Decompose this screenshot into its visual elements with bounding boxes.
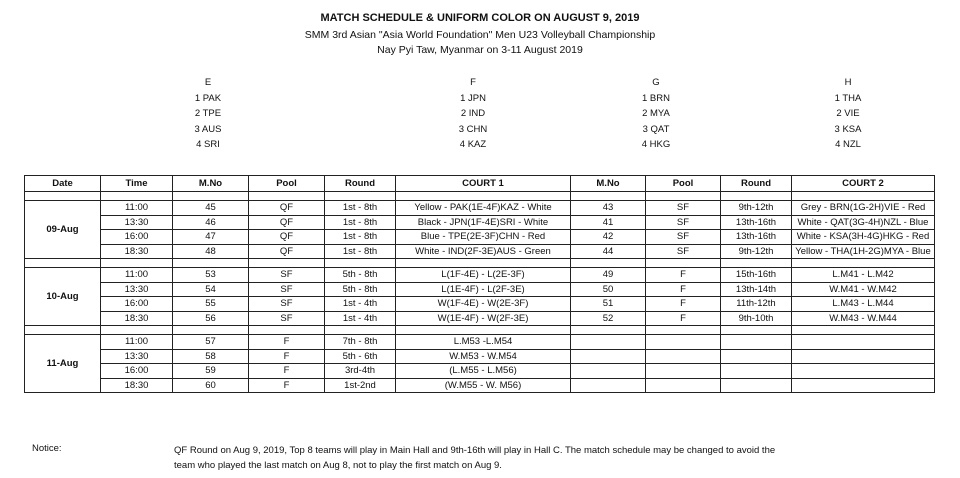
- spacer-cell: [249, 326, 325, 335]
- column-header: Round: [325, 176, 396, 192]
- table-cell: 53: [173, 268, 249, 283]
- column-header: Round: [721, 176, 792, 192]
- table-cell: F: [249, 335, 325, 350]
- date-cell: 11-Aug: [25, 335, 101, 393]
- table-row: [25, 244, 935, 259]
- table-cell: L(1E-4F) - L(2F-3E): [396, 282, 571, 297]
- schedule-body: [25, 192, 935, 393]
- table-cell: 59: [173, 364, 249, 379]
- table-cell: Yellow - THA(1H-2G)MYA - Blue: [792, 244, 935, 259]
- spacer-cell: [249, 192, 325, 201]
- column-header: M.No: [173, 176, 249, 192]
- table-cell: W(1E-4F) - W(2F-3E): [396, 311, 571, 326]
- table-cell: [646, 335, 721, 350]
- table-cell: 48: [173, 244, 249, 259]
- pool-name: F: [470, 77, 476, 88]
- table-cell: L.M53 -L.M54: [396, 335, 571, 350]
- table-cell: F: [646, 311, 721, 326]
- spacer-cell: [101, 192, 173, 201]
- pool-team: 4 KAZ: [459, 139, 487, 150]
- table-cell: 16:00: [101, 230, 173, 245]
- table-cell: 7th - 8th: [325, 335, 396, 350]
- table-cell: F: [646, 282, 721, 297]
- table-cell: 1st - 8th: [325, 215, 396, 230]
- table-cell: L.M43 - L.M44: [792, 297, 935, 312]
- day-spacer-row: [25, 192, 935, 201]
- table-row: [25, 230, 935, 245]
- pool-name: G: [652, 77, 660, 88]
- table-row: [25, 335, 935, 350]
- table-cell: 1st - 8th: [325, 230, 396, 245]
- table-cell: 13:30: [101, 282, 173, 297]
- table-cell: 49: [571, 268, 646, 283]
- table-cell: Yellow - PAK(1E-4F)KAZ - White: [396, 201, 571, 216]
- pool-team: 2 MYA: [642, 108, 670, 119]
- table-cell: 11:00: [101, 201, 173, 216]
- table-cell: 1st-2nd: [325, 378, 396, 393]
- table-cell: 9th-10th: [721, 311, 792, 326]
- spacer-cell: [396, 326, 571, 335]
- spacer-cell: [792, 192, 935, 201]
- spacer-cell: [396, 259, 571, 268]
- day-spacer-row: [25, 326, 935, 335]
- table-row: [25, 311, 935, 326]
- spacer-cell: [25, 259, 101, 268]
- column-header: Pool: [249, 176, 325, 192]
- date-cell: 09-Aug: [25, 201, 101, 259]
- table-cell: [646, 349, 721, 364]
- spacer-cell: [325, 192, 396, 201]
- table-cell: 5th - 8th: [325, 268, 396, 283]
- table-cell: [792, 378, 935, 393]
- table-cell: Grey - BRN(1G-2H)VIE - Red: [792, 201, 935, 216]
- table-cell: 55: [173, 297, 249, 312]
- table-cell: 45: [173, 201, 249, 216]
- table-cell: 9th-12th: [721, 244, 792, 259]
- spacer-cell: [721, 259, 792, 268]
- spacer-cell: [792, 259, 935, 268]
- table-cell: 18:30: [101, 378, 173, 393]
- table-cell: [721, 378, 792, 393]
- spacer-cell: [396, 192, 571, 201]
- column-header: COURT 2: [792, 176, 935, 192]
- table-cell: [792, 364, 935, 379]
- column-header: Date: [25, 176, 101, 192]
- document-location: Nay Pyi Taw, Myanmar on 3-11 August 2019: [377, 44, 583, 56]
- spacer-cell: [792, 326, 935, 335]
- pool-team: 2 IND: [460, 108, 486, 119]
- spacer-cell: [721, 326, 792, 335]
- table-cell: [571, 364, 646, 379]
- table-cell: 11th-12th: [721, 297, 792, 312]
- table-cell: 42: [571, 230, 646, 245]
- table-cell: Black - JPN(1F-4E)SRI - White: [396, 215, 571, 230]
- table-cell: White - KSA(3H-4G)HKG - Red: [792, 230, 935, 245]
- table-cell: QF: [249, 244, 325, 259]
- table-cell: [571, 349, 646, 364]
- table-header-row: [25, 176, 935, 192]
- table-cell: [721, 364, 792, 379]
- table-cell: F: [646, 297, 721, 312]
- table-cell: 9th-12th: [721, 201, 792, 216]
- table-cell: F: [249, 364, 325, 379]
- table-row: [25, 215, 935, 230]
- pool-g: [616, 75, 696, 153]
- table-cell: 16:00: [101, 297, 173, 312]
- table-cell: Blue - TPE(2E-3F)CHN - Red: [396, 230, 571, 245]
- table-cell: 1st - 8th: [325, 244, 396, 259]
- table-cell: 1st - 4th: [325, 311, 396, 326]
- pool-team: 3 CHN: [458, 123, 488, 135]
- table-row: [25, 364, 935, 379]
- document-subtitle: SMM 3rd Asian "Asia World Foundation" Men U23 Volleyball Championship: [304, 29, 656, 41]
- document-title: MATCH SCHEDULE & UNIFORM COLOR ON AUGUST 9, 2019: [320, 12, 640, 24]
- spacer-cell: [249, 259, 325, 268]
- notice-label: Notice:: [32, 443, 62, 454]
- pool-e: [168, 75, 248, 153]
- table-cell: 60: [173, 378, 249, 393]
- table-row: [25, 201, 935, 216]
- spacer-cell: [646, 192, 721, 201]
- table-cell: 18:30: [101, 244, 173, 259]
- table-row: [25, 349, 935, 364]
- table-cell: SF: [646, 244, 721, 259]
- table-cell: 13th-16th: [721, 215, 792, 230]
- table-cell: W.M53 - W.M54: [396, 349, 571, 364]
- column-header: COURT 1: [396, 176, 571, 192]
- table-cell: [721, 335, 792, 350]
- table-cell: F: [249, 378, 325, 393]
- table-cell: 5th - 6th: [325, 349, 396, 364]
- table-cell: F: [249, 349, 325, 364]
- pool-h: [808, 75, 888, 153]
- spacer-cell: [721, 192, 792, 201]
- spacer-cell: [571, 326, 646, 335]
- table-cell: SF: [646, 230, 721, 245]
- table-cell: 13:30: [101, 215, 173, 230]
- table-cell: [571, 335, 646, 350]
- table-row: [25, 268, 935, 283]
- pool-team: 4 HKG: [641, 139, 671, 150]
- table-cell: [721, 349, 792, 364]
- table-cell: White - IND(2F-3E)AUS - Green: [396, 244, 571, 259]
- table-cell: W.M41 - W.M42: [792, 282, 935, 297]
- spacer-cell: [646, 326, 721, 335]
- table-cell: L(1F-4E) - L(2E-3F): [396, 268, 571, 283]
- table-cell: 15th-16th: [721, 268, 792, 283]
- table-cell: 13th-16th: [721, 230, 792, 245]
- pool-team: 2 TPE: [194, 108, 222, 119]
- spacer-cell: [571, 259, 646, 268]
- table-row: [25, 297, 935, 312]
- table-row: [25, 282, 935, 297]
- table-cell: SF: [646, 215, 721, 230]
- table-cell: QF: [249, 215, 325, 230]
- pool-team: 3 QAT: [642, 123, 670, 135]
- table-cell: 1st - 4th: [325, 297, 396, 312]
- table-cell: [792, 349, 935, 364]
- table-cell: SF: [249, 311, 325, 326]
- table-cell: L.M41 - L.M42: [792, 268, 935, 283]
- pool-team: 3 KSA: [834, 123, 862, 135]
- spacer-cell: [325, 259, 396, 268]
- table-cell: (L.M55 - L.M56): [396, 364, 571, 379]
- table-cell: 11:00: [101, 335, 173, 350]
- table-cell: 50: [571, 282, 646, 297]
- spacer-cell: [173, 192, 249, 201]
- pool-team: 1 THA: [834, 92, 862, 104]
- schedule-table: [24, 175, 935, 393]
- table-cell: 1st - 8th: [325, 201, 396, 216]
- table-cell: [646, 378, 721, 393]
- table-row: [25, 378, 935, 393]
- table-cell: SF: [249, 282, 325, 297]
- table-cell: W.M43 - W.M44: [792, 311, 935, 326]
- spacer-cell: [173, 259, 249, 268]
- column-header: M.No: [571, 176, 646, 192]
- spacer-cell: [173, 326, 249, 335]
- pool-team: 1 PAK: [194, 92, 222, 104]
- spacer-cell: [101, 326, 173, 335]
- table-cell: 18:30: [101, 311, 173, 326]
- table-cell: [646, 364, 721, 379]
- spacer-cell: [646, 259, 721, 268]
- pool-team: 3 AUS: [194, 123, 222, 135]
- table-cell: 51: [571, 297, 646, 312]
- date-cell: 10-Aug: [25, 268, 101, 326]
- spacer-cell: [571, 192, 646, 201]
- column-header: Pool: [646, 176, 721, 192]
- table-cell: White - QAT(3G-4H)NZL - Blue: [792, 215, 935, 230]
- pool-team: 4 SRI: [196, 139, 220, 150]
- pool-team: 1 JPN: [460, 92, 486, 104]
- spacer-cell: [101, 259, 173, 268]
- table-cell: 3rd-4th: [325, 364, 396, 379]
- table-cell: 58: [173, 349, 249, 364]
- spacer-cell: [25, 192, 101, 201]
- table-cell: 16:00: [101, 364, 173, 379]
- table-cell: F: [646, 268, 721, 283]
- day-spacer-row: [25, 259, 935, 268]
- table-cell: SF: [249, 268, 325, 283]
- table-cell: 43: [571, 201, 646, 216]
- table-cell: 13:30: [101, 349, 173, 364]
- table-cell: [571, 378, 646, 393]
- pool-team: 2 VIE: [836, 108, 860, 119]
- table-cell: QF: [249, 230, 325, 245]
- table-cell: [792, 335, 935, 350]
- table-cell: 44: [571, 244, 646, 259]
- pool-team: 4 NZL: [835, 139, 861, 150]
- spacer-cell: [25, 326, 101, 335]
- table-cell: 47: [173, 230, 249, 245]
- table-cell: SF: [646, 201, 721, 216]
- spacer-cell: [325, 326, 396, 335]
- table-cell: 56: [173, 311, 249, 326]
- table-cell: 52: [571, 311, 646, 326]
- pool-f: [433, 75, 513, 153]
- table-cell: 13th-14th: [721, 282, 792, 297]
- table-cell: 46: [173, 215, 249, 230]
- table-cell: 41: [571, 215, 646, 230]
- pool-team: 1 BRN: [642, 92, 670, 104]
- table-cell: (W.M55 - W. M56): [396, 378, 571, 393]
- table-cell: QF: [249, 201, 325, 216]
- column-header: Time: [101, 176, 173, 192]
- table-cell: 54: [173, 282, 249, 297]
- pool-name: E: [204, 77, 212, 88]
- table-cell: W(1F-4E) - W(2E-3F): [396, 297, 571, 312]
- table-cell: 57: [173, 335, 249, 350]
- table-cell: 11:00: [101, 268, 173, 283]
- pool-name: H: [844, 77, 852, 88]
- table-cell: SF: [249, 297, 325, 312]
- notice-text: QF Round on Aug 9, 2019, Top 8 teams will play in Main Hall and 9th-16th will play in Hall C. The match schedule may be changed to avoid the team who played the last match on Aug 8, not to play the first match on Aug 9.: [174, 445, 776, 471]
- table-cell: 5th - 8th: [325, 282, 396, 297]
